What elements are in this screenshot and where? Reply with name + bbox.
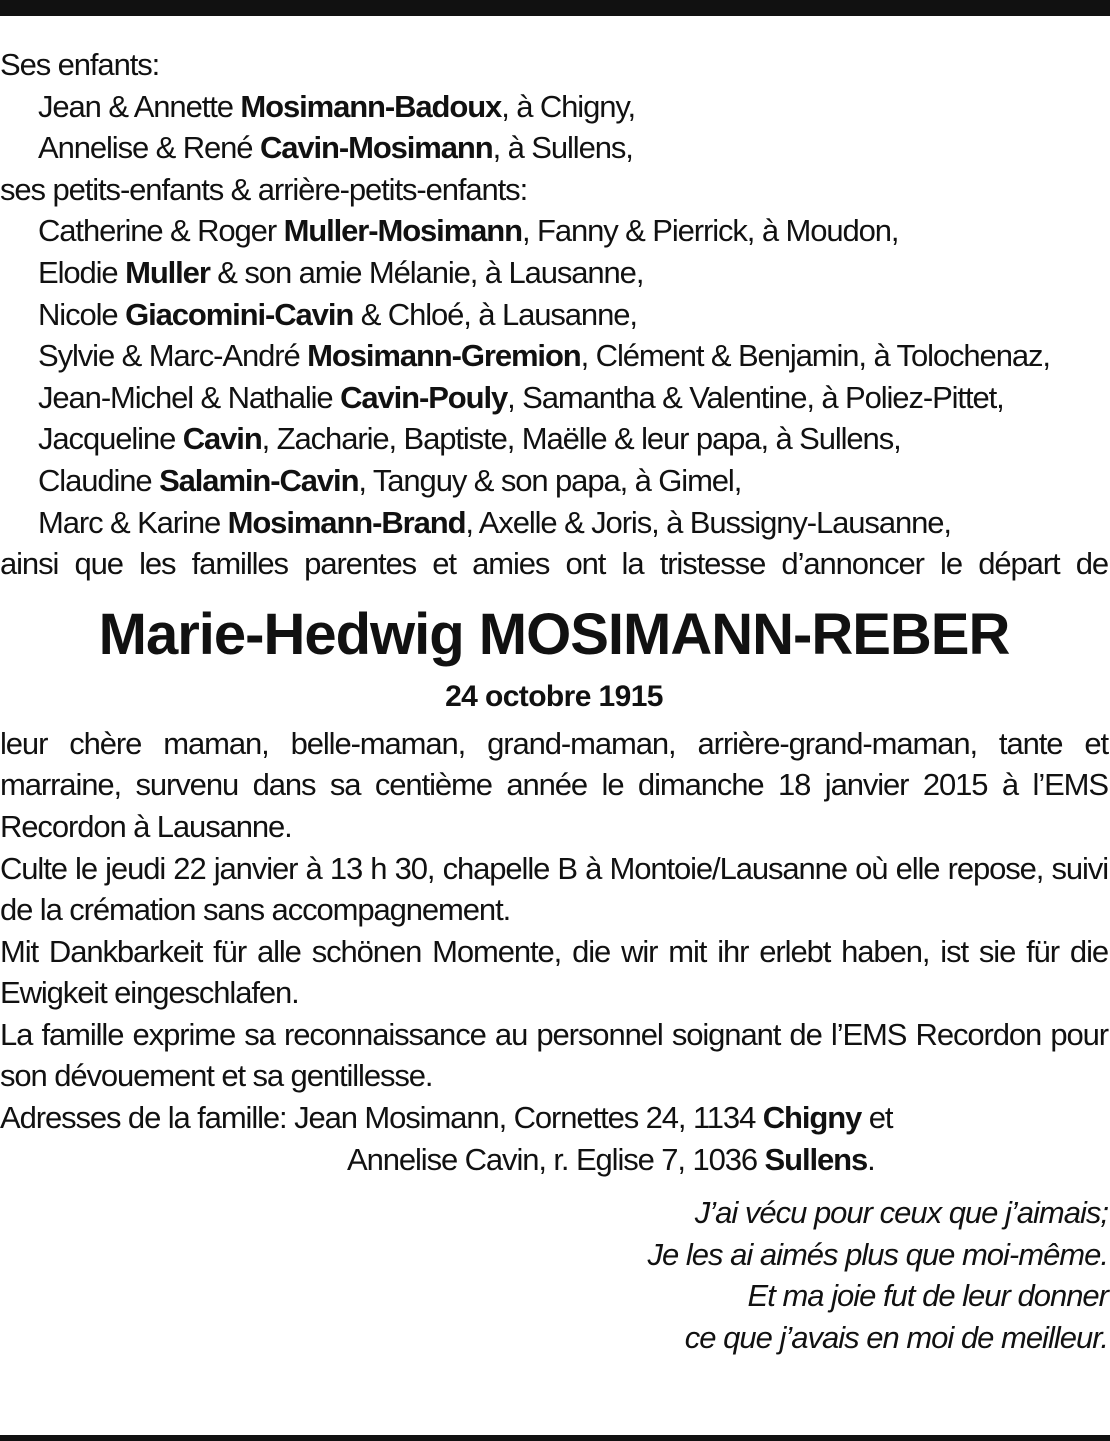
grandchildren-heading: ses petits-enfants & arrière-petits-enfants: — [0, 171, 528, 207]
top-rule — [0, 0, 1110, 16]
bottom-rule — [0, 1435, 1110, 1441]
body-paragraph: Mit Dankbarkeit für alle schönen Momente, die wir mit ihr erlebt haben, ist sie für die Ewigkeit eingeschlafen. — [0, 933, 1108, 1011]
poem-line: J’ai vécu pour ceux que j’aimais; — [694, 1195, 1108, 1231]
poem-line: ce que j’avais en moi de meilleur. — [684, 1319, 1108, 1355]
deceased-name: Marie-Hedwig MOSIMANN-REBER — [98, 601, 1010, 667]
address-line-1: Adresses de la famille: Jean Mosimann, Cornettes 24, 1134 Chigny et — [0, 1100, 893, 1136]
children-heading: Ses enfants: — [0, 47, 160, 82]
grandchild-entry: Claudine Salamin-Cavin, Tanguy & son papa, à Gimel, — [38, 462, 742, 498]
body-paragraph: leur chère maman, belle-maman, grand-maman, arrière-grand-maman, tante et marraine, survenu dans sa centième année le dimanche 18 janvier 2015 à l’EMS Recordon à Lausanne. — [0, 725, 1108, 844]
child-entry: Annelise & René Cavin-Mosimann, à Sullens, — [38, 130, 633, 166]
grandchild-entry: Jean-Michel & Nathalie Cavin-Pouly, Samantha & Valentine, à Poliez-Pittet, — [38, 379, 1004, 415]
birth-date: 24 octobre 1915 — [445, 679, 663, 713]
child-entry: Jean & Annette Mosimann-Badoux, à Chigny, — [38, 88, 635, 124]
grandchild-entry: Elodie Muller & son amie Mélanie, à Lausanne, — [38, 254, 644, 290]
grandchild-entry: Catherine & Roger Muller-Mosimann, Fanny & Pierrick, à Moudon, — [38, 213, 899, 249]
address-line-2: Annelise Cavin, r. Eglise 7, 1036 Sullens. — [347, 1141, 875, 1177]
grandchild-entry: Sylvie & Marc-André Mosimann-Gremion, Clément & Benjamin, à Tolochenaz, — [38, 338, 1050, 374]
grandchild-entry: Marc & Karine Mosimann-Brand, Axelle & Joris, à Bussigny-Lausanne, — [38, 504, 951, 540]
announcement-line: ainsi que les familles parentes et amies ont la tristesse d’annoncer le départ de — [0, 546, 1108, 582]
obituary-notice — [0, 44, 1108, 1358]
body-paragraph: Culte le jeudi 22 janvier à 13 h 30, chapelle B à Montoie/Lausanne où elle repose, suivi de la crémation sans accompagnement. — [0, 850, 1108, 928]
grandchild-entry: Nicole Giacomini-Cavin & Chloé, à Lausanne, — [38, 296, 637, 332]
poem — [0, 1192, 1108, 1358]
poem-line: Et ma joie fut de leur donner — [747, 1278, 1108, 1314]
poem-line: Je les ai aimés plus que moi-même. — [647, 1236, 1108, 1272]
body-paragraph: La famille exprime sa reconnaissance au personnel soignant de l’EMS Recordon pour son dévouement et sa gentillesse. — [0, 1016, 1108, 1094]
grandchild-entry: Jacqueline Cavin, Zacharie, Baptiste, Maëlle & leur papa, à Sullens, — [38, 421, 901, 457]
